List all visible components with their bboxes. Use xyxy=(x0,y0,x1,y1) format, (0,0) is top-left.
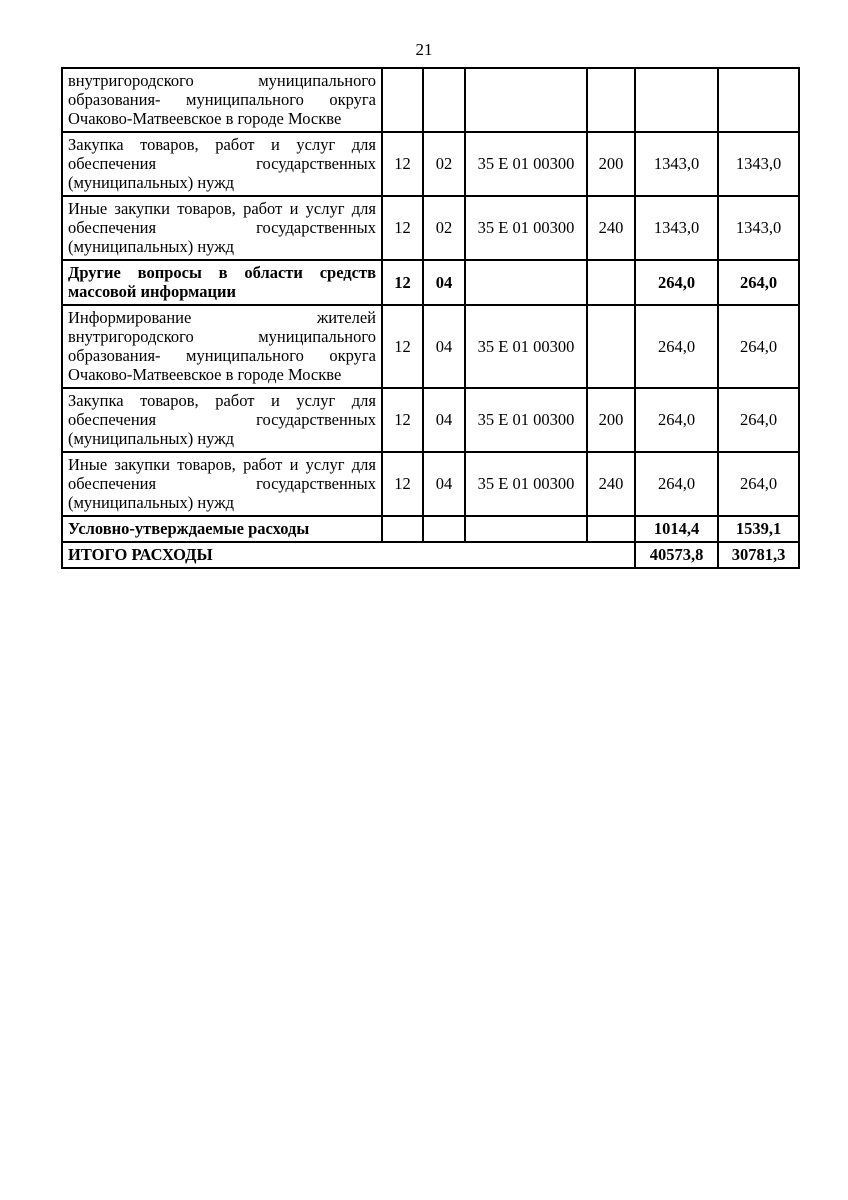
sum-col2-cell xyxy=(718,68,799,132)
sum-col2-cell: 1539,1 xyxy=(718,516,799,542)
sum-col2-cell: 1343,0 xyxy=(718,196,799,260)
vr-code-cell xyxy=(587,260,635,305)
sum-col1-cell: 1343,0 xyxy=(635,196,718,260)
razdel-cell: 12 xyxy=(382,132,423,196)
expense-name-cell: Информирование жителей внутригородского муниципального образования- муниципального округа Очаково-Матвеевское в городе Москве xyxy=(62,305,382,388)
budget-expenses-table xyxy=(61,67,800,569)
sum-col2-cell: 264,0 xyxy=(718,388,799,452)
csr-code-cell: 35 Е 01 00300 xyxy=(465,132,587,196)
vr-code-cell: 200 xyxy=(587,132,635,196)
razdel-cell xyxy=(382,516,423,542)
sum-col2-cell: 264,0 xyxy=(718,305,799,388)
podrazdel-cell: 04 xyxy=(423,388,465,452)
vr-code-cell: 240 xyxy=(587,452,635,516)
csr-code-cell: 35 Е 01 00300 xyxy=(465,388,587,452)
sum-col2-cell: 1343,0 xyxy=(718,132,799,196)
table-row xyxy=(62,452,799,516)
sum-col1-cell: 264,0 xyxy=(635,388,718,452)
table-row xyxy=(62,196,799,260)
csr-code-cell: 35 Е 01 00300 xyxy=(465,196,587,260)
expense-name-cell: Иные закупки товаров, работ и услуг для обеспечения государственных (муниципальных) нужд xyxy=(62,452,382,516)
podrazdel-cell: 02 xyxy=(423,132,465,196)
table-row xyxy=(62,388,799,452)
vr-code-cell xyxy=(587,68,635,132)
expense-name-cell: Условно-утверждаемые расходы xyxy=(62,516,382,542)
razdel-cell: 12 xyxy=(382,196,423,260)
table-row xyxy=(62,260,799,305)
podrazdel-cell xyxy=(423,516,465,542)
sum-col1-cell: 40573,8 xyxy=(635,542,718,568)
expense-name-cell: Другие вопросы в области средств массовой информации xyxy=(62,260,382,305)
table-row xyxy=(62,542,799,568)
table-row xyxy=(62,516,799,542)
vr-code-cell xyxy=(587,305,635,388)
razdel-cell xyxy=(382,68,423,132)
podrazdel-cell xyxy=(423,68,465,132)
expense-name-cell: ИТОГО РАСХОДЫ xyxy=(62,542,635,568)
podrazdel-cell: 02 xyxy=(423,196,465,260)
razdel-cell: 12 xyxy=(382,388,423,452)
csr-code-cell: 35 Е 01 00300 xyxy=(465,305,587,388)
sum-col2-cell: 264,0 xyxy=(718,452,799,516)
sum-col2-cell: 264,0 xyxy=(718,260,799,305)
table-row xyxy=(62,132,799,196)
sum-col1-cell: 1343,0 xyxy=(635,132,718,196)
table-row xyxy=(62,68,799,132)
sum-col1-cell: 264,0 xyxy=(635,452,718,516)
expense-name-cell: Иные закупки товаров, работ и услуг для обеспечения государственных (муниципальных) нужд xyxy=(62,196,382,260)
expense-name-cell: Закупка товаров, работ и услуг для обеспечения государственных (муниципальных) нужд xyxy=(62,132,382,196)
razdel-cell: 12 xyxy=(382,452,423,516)
sum-col1-cell: 264,0 xyxy=(635,305,718,388)
csr-code-cell xyxy=(465,516,587,542)
csr-code-cell xyxy=(465,260,587,305)
vr-code-cell xyxy=(587,516,635,542)
table-row xyxy=(62,305,799,388)
vr-code-cell: 200 xyxy=(587,388,635,452)
podrazdel-cell: 04 xyxy=(423,452,465,516)
podrazdel-cell: 04 xyxy=(423,260,465,305)
page-number: 21 xyxy=(415,40,433,59)
csr-code-cell: 35 Е 01 00300 xyxy=(465,452,587,516)
sum-col1-cell: 1014,4 xyxy=(635,516,718,542)
sum-col2-cell: 30781,3 xyxy=(718,542,799,568)
vr-code-cell: 240 xyxy=(587,196,635,260)
podrazdel-cell: 04 xyxy=(423,305,465,388)
razdel-cell: 12 xyxy=(382,305,423,388)
sum-col1-cell xyxy=(635,68,718,132)
expense-name-cell: Закупка товаров, работ и услуг для обеспечения государственных (муниципальных) нужд xyxy=(62,388,382,452)
expense-name-cell: внутригородского муниципального образования- муниципального округа Очаково-Матвеевское в городе Москве xyxy=(62,68,382,132)
sum-col1-cell: 264,0 xyxy=(635,260,718,305)
razdel-cell: 12 xyxy=(382,260,423,305)
csr-code-cell xyxy=(465,68,587,132)
